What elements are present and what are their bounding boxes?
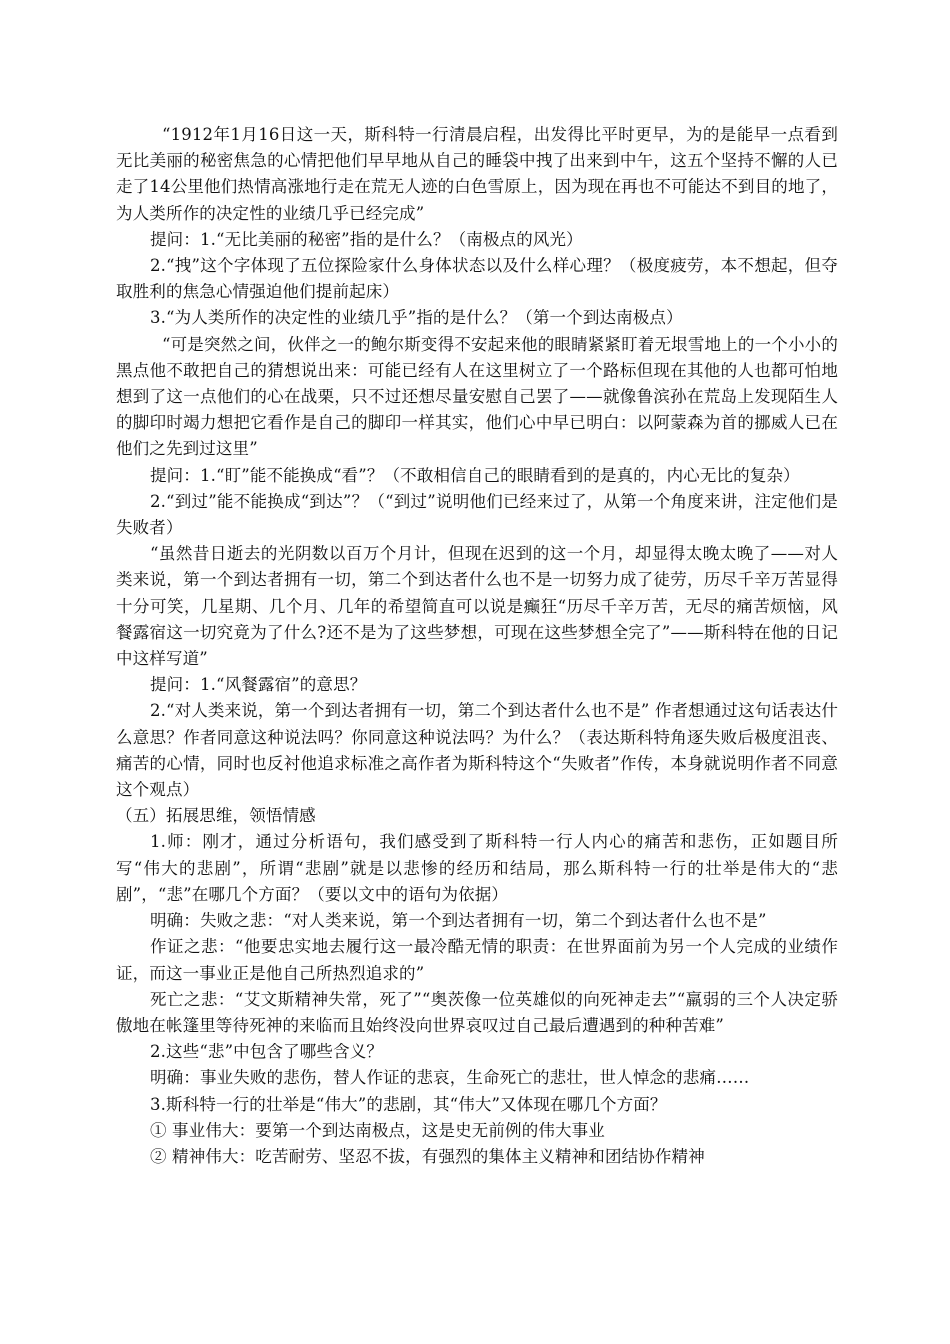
question-paragraph: 提问：1.“盯”能不能换成“看”？（不敢相信自己的眼睛看到的是真的，内心无比的复杂） [150,465,800,485]
document-page [116,122,838,1170]
question-paragraph: 2.“对人类来说，第一个到达者拥有一切，第二个到达者什么也不是” 作者想通过这句话表达什么意思？作者同意这种说法吗？你同意这种说法吗？为什么？（表达斯科特角逐失败后极度沮丧、痛苦的心情，同时也反衬他追求标准之高作者为斯科特这个“失败者”作传，本身就说明作者不同意这个观点） [116,701,838,800]
discussion-paragraph: 1.师：刚才，通过分析语句，我们感受到了斯科特一行人内心的痛苦和悲伤，正如题目所写“伟大的悲剧”，所谓“悲剧”就是以悲惨的经历和结局，那么斯科特一行的壮举是伟大的“悲剧”，“悲”在哪几个方面？（要以文中的语句为依据） [116,832,838,904]
section-heading: （五）拓展思维，领悟情感 [116,806,316,826]
quote-paragraph-1: “1912年1月16日这一天，斯科特一行清晨启程，出发得比平时更早，为的是能早一点看到无比美丽的秘密焦急的心情把他们早早地从自己的睡袋中拽了出来到中午，这五个坚持不懈的人已走了14公里他们热情高涨地行走在荒无人迹的白色雪原上，因为现在再也不可能达不到目的地了，为人类所作的决定性的业绩几乎已经完成” [116,125,838,223]
list-item: ② 精神伟大：吃苦耐劳、坚忍不拔，有强烈的集体主义精神和团结协作精神 [150,1146,705,1166]
answer-paragraph: 明确：事业失败的悲伤，替人作证的悲哀，生命死亡的悲壮，世人悼念的悲痛…… [150,1068,750,1088]
question-paragraph: 2.“拽”这个字体现了五位探险家什么身体状态以及什么样心理？（极度疲劳，本不想起，但夺取胜利的焦急心情强迫他们提前起床） [116,256,838,302]
question-paragraph: 3.“为人类所作的决定性的业绩几乎”指的是什么？（第一个到达南极点） [150,308,683,328]
quote-paragraph-2: “可是突然之间，伙伴之一的鲍尔斯变得不安起来他的眼睛紧紧盯着无垠雪地上的一个小小的黑点他不敢把自己的猜想说出来：可能已经有人在这里树立了一个路标但现在其他的人也都可怕地想到了这一点他们的心在战栗，只不过还想尽量安慰自己罢了——就像鲁滨孙在荒岛上发现陌生人的脚印时竭力想把它看作是自己的脚印一样其实，他们心中早已明白：以阿蒙森为首的挪威人已在他们之先到过这里” [116,334,838,459]
question-paragraph: 2.这些“悲”中包含了哪些含义？ [150,1042,384,1062]
question-paragraph: 提问：1.“无比美丽的秘密”指的是什么？（南极点的风光） [150,229,583,249]
question-paragraph: 3.斯科特一行的壮举是“伟大”的悲剧，其“伟大”又体现在哪几个方面？ [150,1094,667,1114]
question-paragraph: 2.“到过”能不能换成“到达”？（“到过”说明他们已经来过了，从第一个角度来讲，注定他们是失败者） [116,491,838,538]
answer-paragraph: 明确：失败之悲：“对人类来说，第一个到达者拥有一切，第二个到达者什么也不是” [150,911,767,931]
answer-paragraph: 作证之悲：“他要忠实地去履行这一最冷酷无情的职责：在世界面前为另一个人完成的业绩作证，而这一事业正是他自己所热烈追求的” [116,937,838,983]
quote-paragraph-3: “虽然昔日逝去的光阴数以百万个月计，但现在迟到的这一个月，却显得太晚太晚了——对人类来说，第一个到达者拥有一切，第二个到达者什么也不是一切努力成了徒劳，历尽千辛万苦显得十分可笑，几星期、几个月、几年的希望简直可以说是癫狂“历尽千辛万苦，无尽的痛苦烦恼，风餐露宿这一切究竟为了什么?还不是为了这些梦想，可现在这些梦想全完了”——斯科特在他的日记中这样写道” [116,544,838,669]
question-paragraph: 提问：1.“风餐露宿”的意思？ [150,675,367,695]
list-item: ① 事业伟大：要第一个到达南极点，这是史无前例的伟大事业 [150,1120,605,1140]
answer-paragraph: 死亡之悲：“艾文斯精神失常，死了”“奥茨像一位英雄似的向死神走去”“羸弱的三个人决定骄傲地在帐篷里等待死神的来临而且始终没向世界哀叹过自己最后遭遇到的种种苦难” [116,989,838,1035]
